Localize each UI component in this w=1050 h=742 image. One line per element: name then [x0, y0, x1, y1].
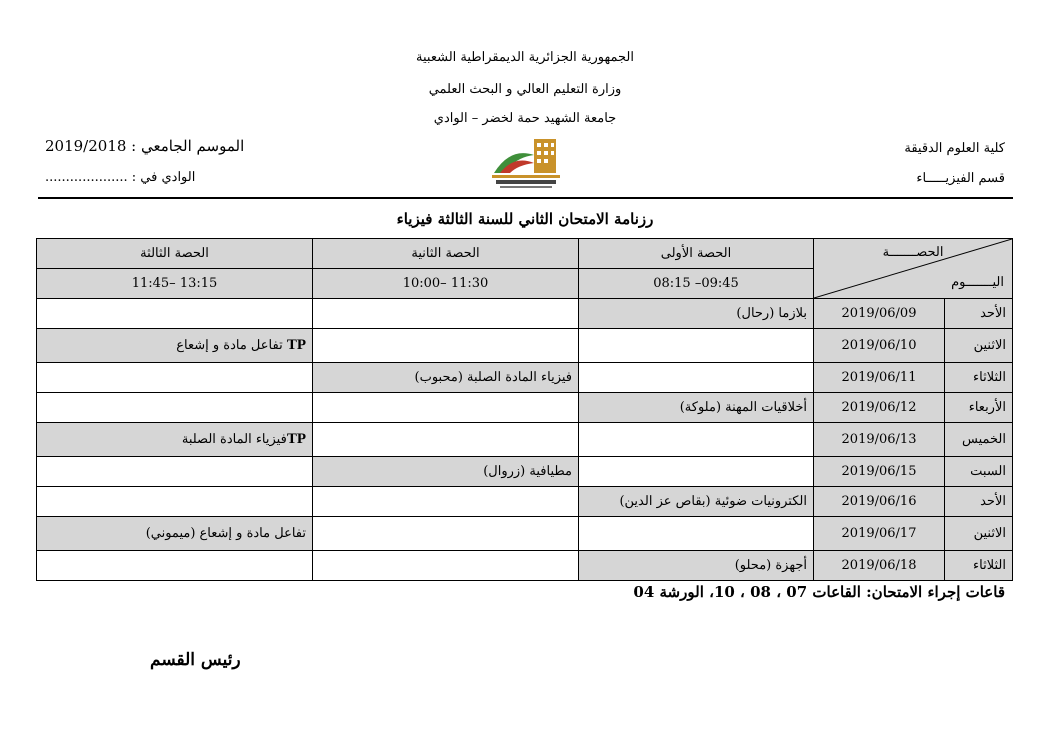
row-day: الاثنين [945, 329, 1013, 363]
row-session-1 [579, 456, 814, 486]
session-3-subject: تفاعل مادة و إشعاع (ميموني) [145, 525, 306, 541]
row-session-2: فيزياء المادة الصلبة (محبوب) [313, 362, 579, 392]
row-session-2 [313, 392, 579, 422]
row-session-2 [313, 423, 579, 457]
row-date: 2019/06/17 [814, 517, 945, 551]
session-3-subject: فيزياء المادة الصلبة [181, 431, 287, 447]
university-name: جامعة الشهيد حمة لخضر – الوادي [433, 111, 617, 126]
row-date: 2019/06/10 [814, 329, 945, 363]
row-session-2: مطيافية (زروال) [313, 456, 579, 486]
session-3-subject: تفاعل مادة و إشعاع [176, 337, 287, 353]
table-row [37, 423, 1013, 457]
table-header-row [37, 239, 1013, 269]
header-corner-cell [814, 239, 1013, 299]
row-session-1: بلازما (رحال) [579, 299, 814, 329]
exam-rooms-note: قاعات إجراء الامتحان: القاعات 07 ، 08 ، 10، الورشة 04 [633, 583, 1005, 601]
faculty-name: كلية العلوم الدقيقة [904, 141, 1005, 156]
session-3-name: الحصة الثالثة [37, 239, 313, 269]
row-session-3 [37, 517, 313, 551]
row-day: الأربعاء [945, 392, 1013, 422]
row-session-3 [37, 392, 313, 422]
academic-season: الموسم الجامعي : 2019/2018 [45, 137, 245, 155]
row-session-3 [37, 329, 313, 363]
table-row [37, 486, 1013, 516]
place-date: الوادي في : .................... [45, 170, 196, 185]
row-session-1 [579, 423, 814, 457]
table-row [37, 329, 1013, 363]
row-day: الثلاثاء [945, 362, 1013, 392]
row-session-1 [579, 517, 814, 551]
republic-name: الجمهورية الجزائرية الديمقراطية الشعبية [416, 50, 634, 65]
header-rule [38, 197, 1013, 199]
logo-icon [490, 133, 562, 191]
page-title: رزنامة الامتحان الثاني للسنة الثالثة فيزياء [396, 210, 654, 228]
row-session-2 [313, 550, 579, 580]
exam-schedule-table [36, 238, 1013, 581]
tp-marker: TP [286, 430, 306, 447]
row-session-3 [37, 550, 313, 580]
session-3-time: 11:45– 13:15 [37, 269, 313, 299]
table-row [37, 392, 1013, 422]
table-row [37, 456, 1013, 486]
session-2-name: الحصة الثانية [313, 239, 579, 269]
row-session-3 [37, 423, 313, 457]
row-session-3 [37, 486, 313, 516]
row-day: الأحد [945, 299, 1013, 329]
tp-marker: TP [286, 336, 306, 353]
row-date: 2019/06/16 [814, 486, 945, 516]
row-session-1: أخلاقيات المهنة (ملوكة) [579, 392, 814, 422]
row-session-3 [37, 456, 313, 486]
row-day: الأحد [945, 486, 1013, 516]
corner-session-label: الحصـــــــة [882, 245, 944, 260]
table-row [37, 299, 1013, 329]
session-1-time: 08:15 –09:45 [579, 269, 814, 299]
row-session-3 [37, 299, 313, 329]
head-of-department: رئيس القسم [150, 650, 241, 670]
corner-day-label: اليـــــــوم [951, 275, 1004, 290]
row-date: 2019/06/13 [814, 423, 945, 457]
row-session-2 [313, 299, 579, 329]
session-1-name: الحصة الأولى [579, 239, 814, 269]
row-session-2 [313, 329, 579, 363]
row-date: 2019/06/18 [814, 550, 945, 580]
row-session-2 [313, 486, 579, 516]
department-name: قسم الفيزيـــــاء [916, 171, 1005, 186]
row-date: 2019/06/11 [814, 362, 945, 392]
row-date: 2019/06/12 [814, 392, 945, 422]
table-row [37, 550, 1013, 580]
table-row [37, 362, 1013, 392]
row-session-1: أجهزة (محلو) [579, 550, 814, 580]
row-session-1 [579, 329, 814, 363]
row-session-3 [37, 362, 313, 392]
session-2-time: 10:00– 11:30 [313, 269, 579, 299]
row-day: الخميس [945, 423, 1013, 457]
row-day: الاثنين [945, 517, 1013, 551]
row-day: الثلاثاء [945, 550, 1013, 580]
row-date: 2019/06/09 [814, 299, 945, 329]
ministry-name: وزارة التعليم العالي و البحث العلمي [428, 82, 622, 97]
university-logo [490, 133, 562, 191]
row-session-2 [313, 517, 579, 551]
row-day: السبت [945, 456, 1013, 486]
row-session-1: الكترونيات ضوئية (بقاص عز الدين) [579, 486, 814, 516]
row-session-1 [579, 362, 814, 392]
table-row [37, 517, 1013, 551]
row-date: 2019/06/15 [814, 456, 945, 486]
